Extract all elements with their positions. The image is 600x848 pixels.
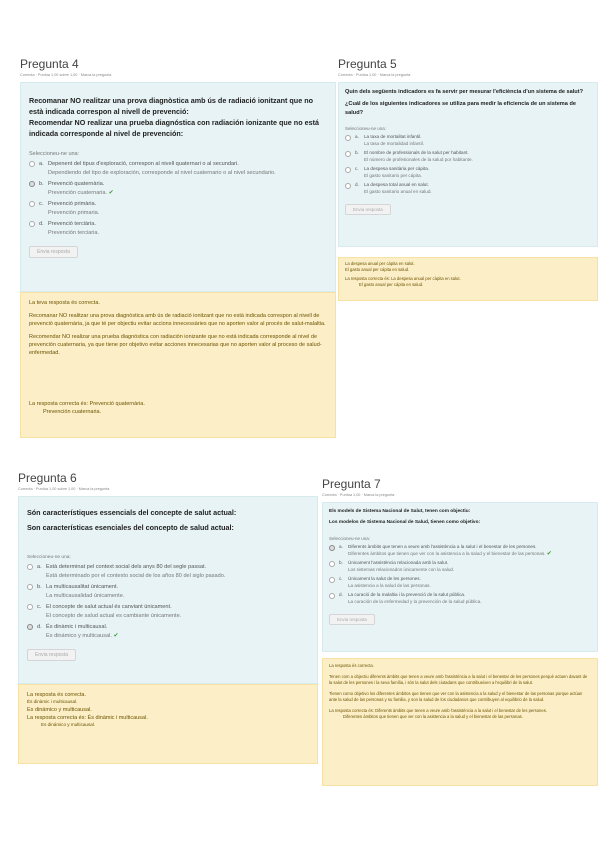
feedback-ca: Recomanar NO realitzar una prova diagnòstica amb ús de radiació ionitzant que no està indicada correspon al nivell de prevenció quaternària, ja que té per objectiu evitar accions innecessàries que no aporten valor al procés de salut-malaltia. (29, 313, 326, 327)
question-5-body (338, 82, 598, 247)
option-c[interactable]: c. Únicament la salut de les persones. La asistencia a la salud de las personas. (329, 576, 591, 589)
question-4-body (20, 82, 336, 292)
option-a[interactable]: a. Està determinat pel context social dels anys 80 del segle passat. Está determinado por el contexto social de los años 80 del siglo pasado. (27, 563, 309, 580)
option-b[interactable]: b. Únicament l'assistència relacionada amb la salut. Los sistemas relacionados únicamente con la salud. (329, 560, 591, 573)
feedback-a: La despesa anual per càpita en salut. (345, 261, 415, 266)
question-6-feedback (18, 684, 318, 764)
question-5-stem-es: ¿Cuál de los siguientes indicadores se utiliza para medir la eficiencia de un sistema de salud? (345, 101, 576, 116)
question-6-status[interactable]: Correcta · Puntúa 1,00 sobre 1,00 · Marca la pregunta (18, 487, 110, 491)
correct-answer: La resposta correcta és: És dinàmic i multicausal. (27, 714, 148, 721)
radio-button[interactable] (29, 161, 35, 167)
option-d[interactable]: d. La curació de la malaltia i la prevenció de la salut pública. La curación de la enfermedad y la prevención de la salud pública. (329, 592, 591, 605)
radio-button-selected[interactable] (29, 181, 35, 187)
option-c[interactable]: c. El concepte de salut actual és canviant únicament. El concepto de salud actual es cambiante únicamente. (27, 603, 309, 620)
radio-button-selected[interactable] (329, 545, 335, 551)
check-icon: ✔ (546, 550, 552, 557)
correct-answer: La resposta correcta és: La despesa anual per càpita en salut. (345, 276, 461, 281)
select-label: Seleccioneu-ne una: (27, 555, 71, 560)
question-7-title: Pregunta 7 (322, 477, 381, 491)
feedback-b: Es dinámico y multicausal. (27, 706, 92, 713)
correct-answer-es: El gasto anual per cápita en salud. (359, 282, 424, 287)
question-7-status[interactable]: Correcta · Puntúa 1,00 · Marca la pregunta (322, 493, 395, 497)
question-4-stem-es: Recomendar NO realizar una prueba diagnóstica con radiación ionizante que no está indicada corresponde al nivel de prevención: (29, 118, 319, 138)
feedback-b: El gasto anual per cápita en salud. (345, 267, 410, 272)
question-5-title: Pregunta 5 (338, 57, 397, 71)
radio-button[interactable] (27, 604, 33, 610)
submit-button[interactable]: Envia resposta (345, 204, 391, 215)
select-label: Seleccioneu-ne una: (29, 151, 80, 157)
radio-button[interactable] (329, 593, 335, 599)
question-4-feedback (20, 292, 336, 438)
radio-button[interactable] (345, 151, 351, 157)
feedback-es: Recomendar NO realizar una prueba diagnóstica con radiación ionizante que no está indicada corresponde al nivel de prevención cuaternaria, ya que tiene por objetivo evitar acciones innecesarias que no aporten valor al proceso de salud-enfermedad. (29, 334, 322, 356)
option-d[interactable]: d. Prevenció terciària. Prevención terciaria. (29, 220, 327, 237)
radio-button[interactable] (329, 577, 335, 583)
question-7-feedback (322, 658, 598, 786)
radio-button[interactable] (345, 183, 351, 189)
question-6 (18, 472, 318, 764)
question-7-stem-ca: Els models de Sistema Nacional de Salut, tenen com objectiu: (329, 509, 471, 514)
submit-button[interactable]: Envia resposta (27, 649, 76, 661)
feedback-a: És dinàmic i multicausal. (27, 699, 78, 704)
check-icon: ✔ (108, 189, 114, 196)
check-icon: ✔ (113, 632, 119, 639)
submit-button[interactable]: Envia resposta (329, 614, 375, 625)
question-6-stem-es: Son características esenciales del concepto de salud actual: (27, 523, 234, 532)
question-4 (20, 58, 336, 438)
question-5-status[interactable]: Correcta · Puntúa 1,00 · Marca la pregunta (338, 73, 411, 77)
question-7-body (322, 502, 598, 652)
feedback-head: La teva resposta és correcta. (29, 300, 100, 306)
submit-button[interactable]: Envia resposta (29, 246, 78, 258)
feedback-ca: Tenen com a objectiu diferents àmbits que tenen a veure amb l'assistència a la salut i el benestar de les persones perquè actuen davant de la salut de les persones i la seva família, i són la salut dels ciutadans que contribueixen a l'equilibri de la salut. (329, 674, 588, 685)
question-5-feedback (338, 257, 598, 301)
correct-answer: La resposta correcta és: Prevenció quaternària. (29, 401, 145, 407)
question-7 (322, 478, 598, 786)
question-4-status[interactable]: Correcta · Puntúa 1,00 sobre 1,00 · Marca la pregunta (20, 73, 112, 77)
correct-answer-es: Prevención cuaternaria. (43, 409, 102, 415)
question-6-body (18, 496, 318, 684)
select-label: Seleccioneu-ne una: (345, 126, 387, 131)
correct-answer-es: Es dinámico y multicausal. (41, 721, 96, 727)
radio-button[interactable] (29, 221, 35, 227)
correct-answer-es: Diferentes ámbitos que tienen que ver con la asistencia a la salud y el bienestar de las personas. (343, 714, 523, 719)
option-b[interactable]: b. La multicausalitat únicament. La multicausalidad únicamente. (27, 583, 309, 600)
option-d[interactable]: d. La despesa total anual en salut. El gasto sanitario anual en salud. (345, 182, 591, 195)
question-5-stem-ca: Quin dels següents indicadors es fa servir per mesurar l'eficiència d'un sistema de salut? (345, 89, 583, 95)
radio-button[interactable] (27, 584, 33, 590)
radio-button[interactable] (27, 564, 33, 570)
question-6-title: Pregunta 6 (18, 471, 77, 485)
question-7-stem-es: Los modelos de Sistema Nacional de Salud, tienen como objetivo: (329, 520, 481, 525)
radio-button-selected[interactable] (27, 624, 33, 630)
correct-answer: La resposta correcta és: Diferents àmbits que tenen a veure amb l'assistència a la salut i el benestar de les persones. (329, 708, 547, 713)
option-b[interactable]: b. Prevenció quaternària. Prevención cuaternaria. ✔ (29, 180, 327, 197)
option-a[interactable]: a. Diferents àmbits que tenen a veure amb l'assistència a la salut i el benestar de les persones. Diferentes ámbitos que tienen que ver con la asistencia a la salud y el bienestar de las personas. ✔ (329, 544, 591, 557)
question-6-stem-ca: Són característiques essencials del concepte de salut actual: (27, 508, 237, 517)
feedback-head: La resposta és correcta. (329, 663, 374, 668)
option-d[interactable]: d. És dinàmic i multicausal. Es dinámico y multicausal. ✔ (27, 623, 309, 640)
option-c[interactable]: c. La despesa sanitària per càpita. El gasto sanitario per cápita. (345, 166, 591, 179)
select-label: Seleccioneu-ne una: (329, 536, 371, 541)
option-c[interactable]: c. Prevenció primària. Prevención primaria. (29, 200, 327, 217)
feedback-es: Tienen como objetivo los diferentes ámbitos que tienen que ver con la asistencia a la salud y el bienestar de las personas porque actúan ante la salud de las personas y su familia, y son la salud de los ciudadanos que contribuyen al equilibrio de la salud. (329, 691, 583, 702)
option-a[interactable]: a. Depenent del tipus d'exploració, correspon al nivell quaternari o al secundari. Dependiendo del tipo de exploración, corresponde al nivel cuaternario o al nivel secundario. (29, 160, 327, 177)
option-b[interactable]: b. El nombre de professionals de la salut per habitant. El número de profesionales de la salud por habitante. (345, 150, 591, 163)
radio-button[interactable] (329, 561, 335, 567)
radio-button[interactable] (29, 201, 35, 207)
radio-button[interactable] (345, 135, 351, 141)
radio-button[interactable] (345, 167, 351, 173)
option-a[interactable]: a. La taxa de mortalitat infantil. La tasa de mortalidad infantil. (345, 134, 591, 147)
question-5 (338, 58, 598, 301)
feedback-head: La resposta és correcta. (27, 692, 87, 698)
question-4-title: Pregunta 4 (20, 57, 79, 71)
question-4-stem-ca: Recomanar NO realitzar una prova diagnòstica amb ús de radiació ionitzant que no està indicada correspon al nivell de prevenció: (29, 96, 313, 116)
